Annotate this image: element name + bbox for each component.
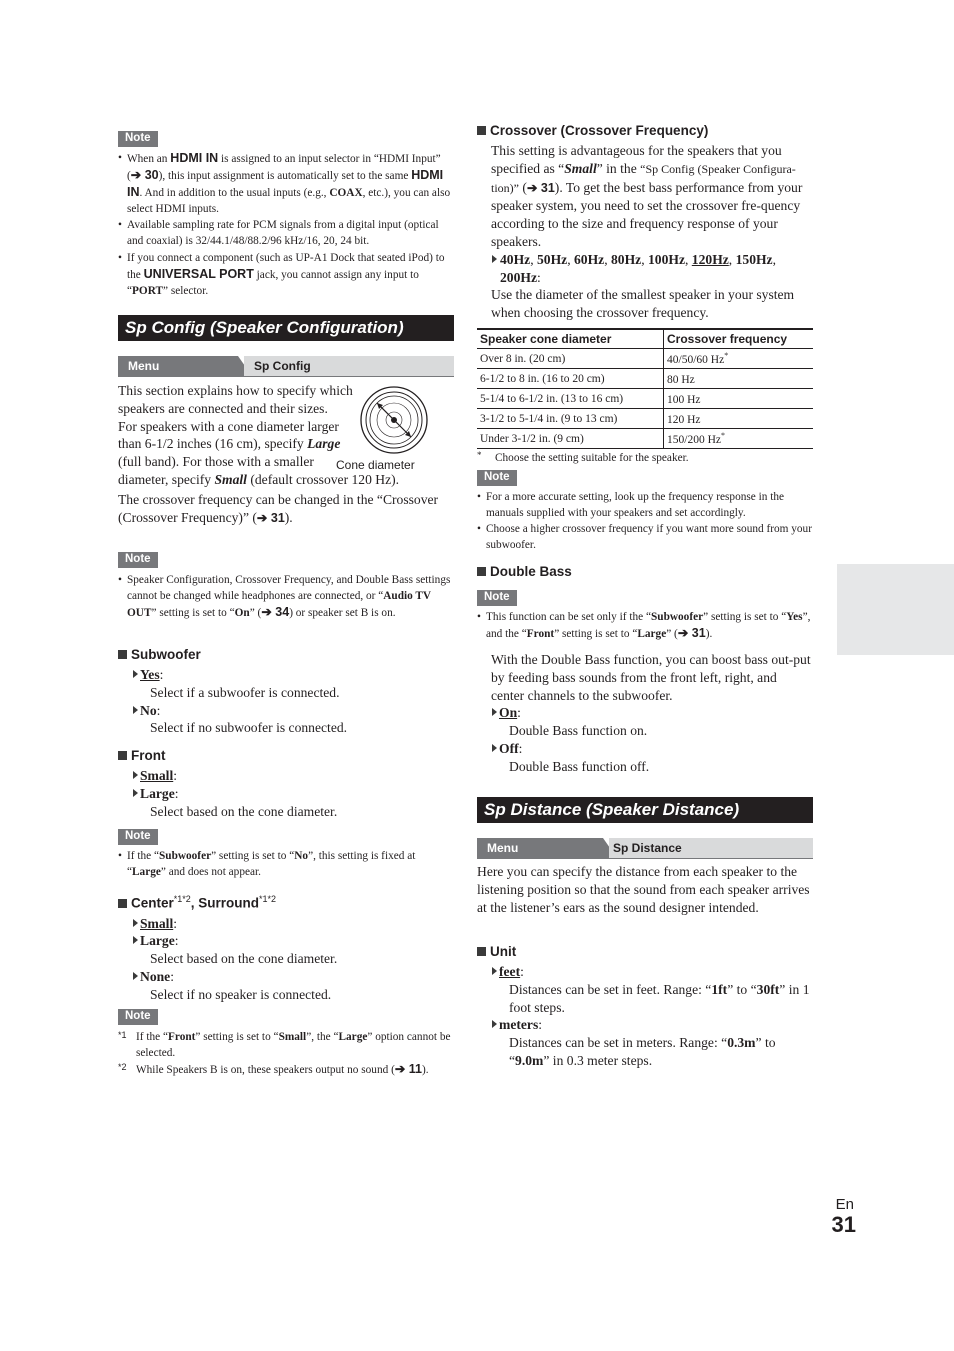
intro-paragraph-3: The crossover frequency can be changed in the “Crossover (Crossover Frequency)” (➔ 31). [118,491,439,525]
option-on: On: [477,704,813,722]
double-bass-note [477,609,813,642]
unit-section [477,944,813,1070]
crossover-table-wrap [477,328,813,466]
sp-distance-intro: Here you can specify the distance from each speaker to the listening position so that the sound from each speaker arrives at the listener’s ears as the sound designer intended. [477,864,810,915]
option-large: Large: [118,932,454,950]
note-1-list [118,150,454,299]
option-meters-desc: Distances can be set in meters. Range: “0.3m” to “9.0m” in 0.3 meter steps. [509,1035,776,1068]
table-cell-diameter: 5-1/4 to 6-1/2 in. (13 to 16 cm) [477,389,664,409]
option-yes: Yes: [118,666,454,684]
crossover-advice: Use the diameter of the smallest speaker in your system when choosing the crossover frequency. [491,287,795,321]
page-number: 31 [831,1212,856,1237]
intro-paragraph-1: This section explains how to specify which speakers are connected and their sizes. [118,383,353,416]
table-footnote: * Choose the setting suitable for the speaker. [477,450,689,464]
menu-path-sp-config [118,356,454,376]
chapter-tab [837,564,954,655]
table-header: Speaker cone diameter [477,329,664,349]
language-label: En [835,1196,854,1213]
note-4-footnotes [118,1029,454,1078]
option-feet-desc: Distances can be set in feet. Range: “1ft” to “30ft” in 1 foot steps. [509,981,810,1015]
figure-caption: Cone diameter [336,458,415,472]
table-cell-diameter: 6-1/2 to 8 in. (16 to 20 cm) [477,369,664,389]
option-no: No: [118,702,454,720]
table-row [477,409,813,429]
table-cell-frequency: 80 Hz [664,369,814,389]
center-surround-heading: Center$^{*1*2}$, Surround$^{*1*2}$ [118,891,454,912]
table-row [477,349,813,369]
unit-heading: Unit [477,944,813,960]
option-size-desc: Select based on the cone diameter. [150,803,338,819]
note-label: Note [118,1009,158,1025]
table-cell-frequency: 100 Hz [664,389,814,409]
option-none-desc: Select if no speaker is connected. [150,986,332,1002]
list-item: • For a more accurate setting, look up the frequency response in the manuals supplied with your speakers and set accordingly. [477,489,813,521]
option-yes-desc: Select if a subwoofer is connected. [150,684,340,700]
option-large: Large: [118,785,454,803]
crossover-heading: Crossover (Crossover Frequency) [477,123,813,139]
option-on-desc: Double Bass function on. [509,723,648,739]
center-surround-section [118,891,454,1003]
cone-diameter-figure [336,382,454,472]
list-item: • If you connect a component (such as UP-A1 Dock that seated iPod) to the UNIVERSAL PORT jack, you cannot assign any input to “PORT” selector. [118,250,454,299]
sp-config-intro [118,382,454,527]
subwoofer-heading: Subwoofer [118,647,454,663]
option-small: Small: [118,767,454,785]
list-item: • Choose a higher crossover frequency if you want more sound from your subwoofer. [477,521,813,553]
menu-value: Sp Config [244,356,454,376]
front-section [118,748,454,820]
crossover-options: 40Hz, 50Hz, 60Hz, 80Hz, 100Hz, 120Hz, 150Hz, 200Hz: [477,251,813,287]
option-feet: feet: [477,963,813,981]
intro-paragraph-2: For speakers with a cone diameter larger than 6-1/2 inches (16 cm), specify Large (full band). For those with a smaller diameter, specify Small (default crossover 120 Hz). [118,418,400,487]
table-cell-diameter: Under 3-1/2 in. (9 cm) [477,429,664,449]
speaker-cone-icon [358,382,454,456]
option-off-desc: Double Bass function off. [509,758,650,774]
table-row [477,369,813,389]
table-header: Crossover frequency [664,329,814,349]
note-label: Note [118,552,158,568]
crossover-section [477,123,813,322]
list-item: • Speaker Configuration, Crossover Frequency, and Double Bass settings cannot be changed while headphones are connected, or “Audio TV OUT” setting is set to “On” (➔ 34) or speaker set B is on. [118,572,454,621]
menu-label: Menu [118,356,238,376]
note-label: Note [118,131,158,147]
option-off: Off: [477,740,813,758]
table-cell-frequency: 150/200 Hz* [664,429,814,449]
list-item: • When an HDMI IN is assigned to an input selector in “HDMI Input” (➔ 30), this input assignment is automatically set to the same HDMI IN. And in addition to the usual inputs (e.g., COAX, etc.), you can also select HDMI inputs. [118,150,454,217]
section-title-sp-distance: Sp Distance (Speaker Distance) [477,797,813,823]
double-bass-heading: Double Bass [477,564,813,580]
note-label: Note [477,590,517,606]
note-5-list [477,489,813,553]
table-row [477,389,813,409]
subwoofer-section [118,647,454,737]
note-2-list [118,572,454,621]
option-meters: meters: [477,1016,813,1034]
option-no-desc: Select if no subwoofer is connected. [150,720,348,736]
menu-path-sp-distance [477,838,813,858]
footnote-1: *1 If the “Front” setting is set to “Small”, the “Large” option cannot be selected. [118,1030,451,1060]
list-item: • If the “Subwoofer” setting is set to “No”, this setting is fixed at “Large” and does not appear. [118,848,454,880]
menu-label: Menu [477,838,603,858]
section-title-sp-config: Sp Config (Speaker Configuration) [118,315,454,341]
table-cell-frequency: 120 Hz [664,409,814,429]
table-cell-frequency: 40/50/60 Hz* [664,349,814,369]
note-label: Note [118,829,158,845]
footnote-2: *2 While Speakers B is on, these speakers output no sound (➔ 11). [118,1062,429,1077]
note-label: Note [477,470,517,486]
double-bass-desc: With the Double Bass function, you can boost bass out-put by feeding bass sounds from the front left, right, and center channels to the subwoofer. [491,652,811,703]
menu-value: Sp Distance [609,838,813,858]
list-item: • Available sampling rate for PCM signals from a digital input (optical and coaxial) is 32/44.1/48/88.2/96 kHz/16, 20, 24 bit. [118,217,454,249]
table-cell-diameter: Over 8 in. (20 cm) [477,349,664,369]
option-none: None: [118,968,454,986]
table-row [477,429,813,449]
note-3-list [118,848,454,880]
double-bass-section [477,564,813,580]
crossover-table [477,328,813,449]
double-bass-body [477,651,813,776]
option-size-desc: Select based on the cone diameter. [150,951,338,967]
table-cell-diameter: 3-1/2 to 5-1/4 in. (9 to 13 cm) [477,409,664,429]
option-small: Small: [118,915,454,933]
list-item: • This function can be set only if the “Subwoofer” setting is set to “Yes”, and the “Front” setting is set to “Large” (➔ 31). [477,609,813,642]
front-heading: Front [118,748,454,764]
crossover-description: This setting is advantageous for the speakers that you specified as “Small” in the “Sp Config (Speaker Configura-tion)” (➔ 31). To get the best bass performance from your speaker system, you need to set the crossover fre-quency according to the size and frequency response of your speakers. [491,143,803,249]
